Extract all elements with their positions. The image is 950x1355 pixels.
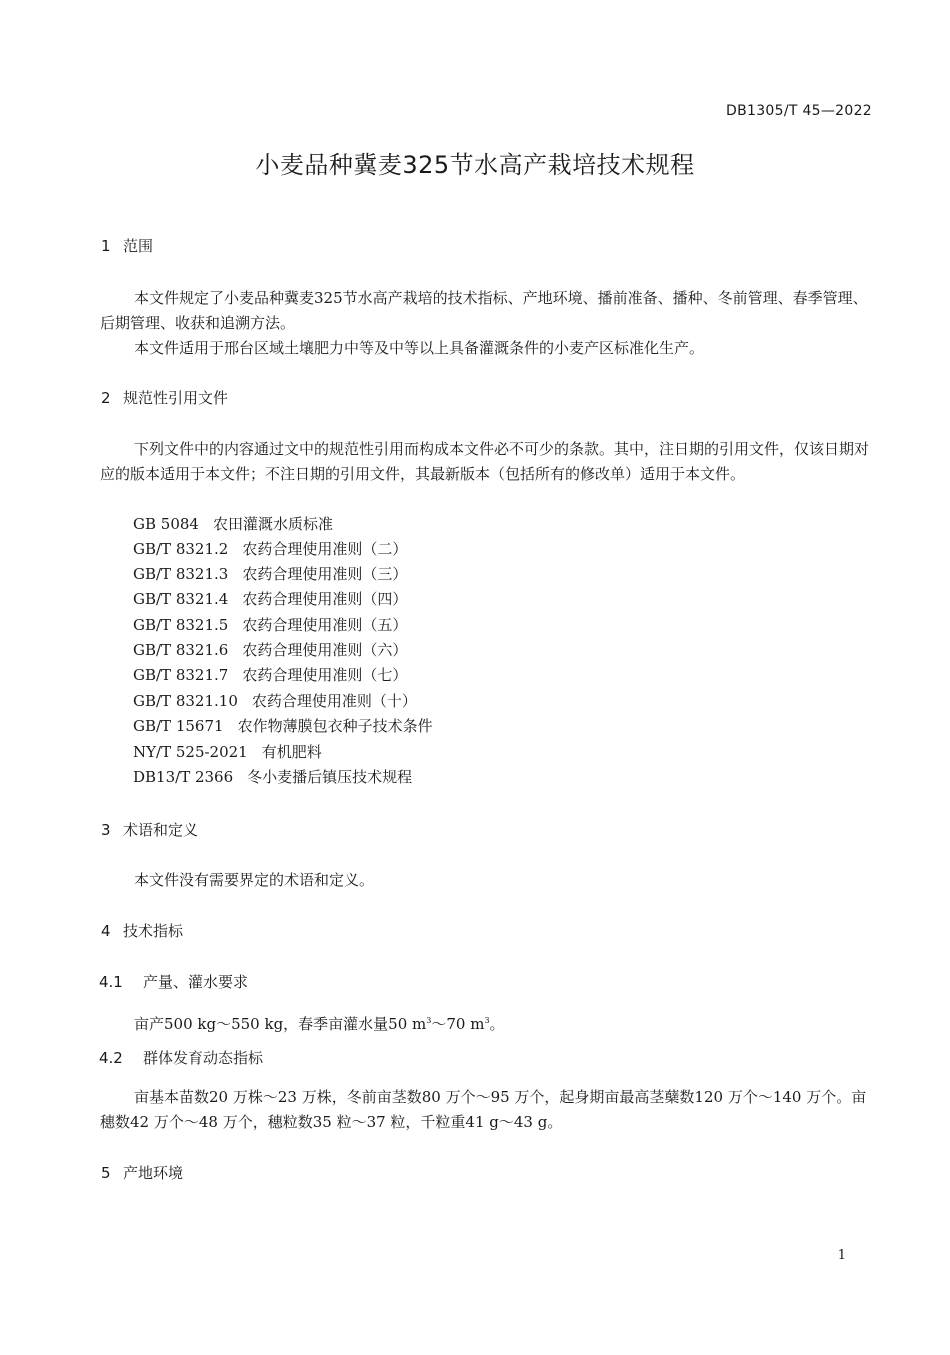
reference-code: NY/T 525-2021 <box>133 743 248 761</box>
section-number: 1 <box>101 237 111 255</box>
reference-name: 农药合理使用准则（六） <box>242 641 408 659</box>
section-title: 规范性引用文件 <box>123 389 229 407</box>
paragraph-terms: 本文件没有需要界定的术语和定义。 <box>134 871 375 889</box>
reference-item <box>133 512 333 537</box>
reference-item <box>133 689 417 714</box>
reference-code: GB/T 8321.3 <box>133 565 229 583</box>
reference-name: 农药合理使用准则（四） <box>242 590 408 608</box>
paragraph-normative-references: 下列文件中的内容通过文中的规范性引用而构成本文件必不可少的条款。其中，注日期的引用文件，仅该日期对应的版本适用于本文件；不注日期的引用文件，其最新版本（包括所有的修改单）适用于本文件。 <box>100 440 870 483</box>
reference-code: GB/T 8321.7 <box>133 666 229 684</box>
reference-code: DB13/T 2366 <box>133 768 234 786</box>
section-number: 4 <box>101 922 111 940</box>
reference-code: GB/T 15671 <box>133 717 224 735</box>
section-4-2-heading <box>99 1047 263 1068</box>
section-5-heading <box>101 1162 183 1183</box>
reference-name: 农作物薄膜包衣种子技术条件 <box>237 717 433 735</box>
section-number: 4.1 <box>99 973 123 991</box>
section-number: 3 <box>101 821 111 839</box>
reference-code: GB 5084 <box>133 515 199 533</box>
reference-code: GB/T 8321.2 <box>133 540 229 558</box>
reference-name: 有机肥料 <box>261 743 322 761</box>
reference-item <box>133 587 407 612</box>
page-number: 1 <box>837 1248 846 1263</box>
paragraph-yield-irrigation: 亩产500 kg～550 kg，春季亩灌水量50 $m^3\sim 70$ $m^3$。 <box>134 1015 505 1033</box>
section-title: 术语和定义 <box>123 821 199 839</box>
section-number: 2 <box>101 389 111 407</box>
section-number: 5 <box>101 1164 111 1182</box>
paragraph-applicability: 本文件适用于邢台区域土壤肥力中等及中等以上具备灌溉条件的小麦产区标准化生产。 <box>134 339 705 357</box>
reference-code: GB/T 8321.10 <box>133 692 238 710</box>
paragraph-population-indicators: 亩基本苗数20 万株～23 万株，冬前亩茎数80 万个～95 万个，起身期亩最高茎蘖数120 万个～140 万个。亩穗数42 万个～48 万个，穗粒数35 粒～37 粒，千粒重41 g～43 g。 <box>100 1088 867 1131</box>
reference-name: 农田灌溉水质标准 <box>212 515 333 533</box>
section-4-heading <box>101 920 183 941</box>
reference-item <box>133 613 407 638</box>
reference-item <box>133 537 407 562</box>
reference-name: 农药合理使用准则（二） <box>242 540 408 558</box>
section-4-1-heading <box>99 971 248 992</box>
document-title: 小麦品种冀麦325节水高产栽培技术规程 <box>255 151 695 179</box>
reference-item <box>133 765 412 790</box>
section-number: 4.2 <box>99 1049 123 1067</box>
reference-name: 农药合理使用准则（七） <box>242 666 408 684</box>
section-title: 群体发育动态指标 <box>143 1049 264 1067</box>
section-1-heading <box>101 235 153 256</box>
reference-code: GB/T 8321.5 <box>133 616 229 634</box>
reference-item <box>133 562 407 587</box>
reference-item <box>133 740 322 765</box>
paragraph-scope: 本文件规定了小麦品种冀麦325节水高产栽培的技术指标、产地环境、播前准备、播种、冬前管理、春季管理、后期管理、收获和追溯方法。 <box>100 289 868 332</box>
reference-code: GB/T 8321.4 <box>133 590 229 608</box>
reference-item <box>133 638 407 663</box>
reference-item <box>133 714 433 739</box>
section-title: 范围 <box>123 237 154 255</box>
section-title: 技术指标 <box>123 922 184 940</box>
document-code: DB1305/T 45—2022 <box>726 103 872 119</box>
reference-item <box>133 663 407 688</box>
reference-name: 冬小麦播后镇压技术规程 <box>247 768 413 786</box>
reference-name: 农药合理使用准则（三） <box>242 565 408 583</box>
section-title: 产地环境 <box>123 1164 184 1182</box>
section-3-heading <box>101 819 198 840</box>
section-2-heading <box>101 387 228 408</box>
section-title: 产量、灌水要求 <box>143 973 249 991</box>
reference-code: GB/T 8321.6 <box>133 641 229 659</box>
reference-name: 农药合理使用准则（十） <box>251 692 417 710</box>
reference-name: 农药合理使用准则（五） <box>242 616 408 634</box>
